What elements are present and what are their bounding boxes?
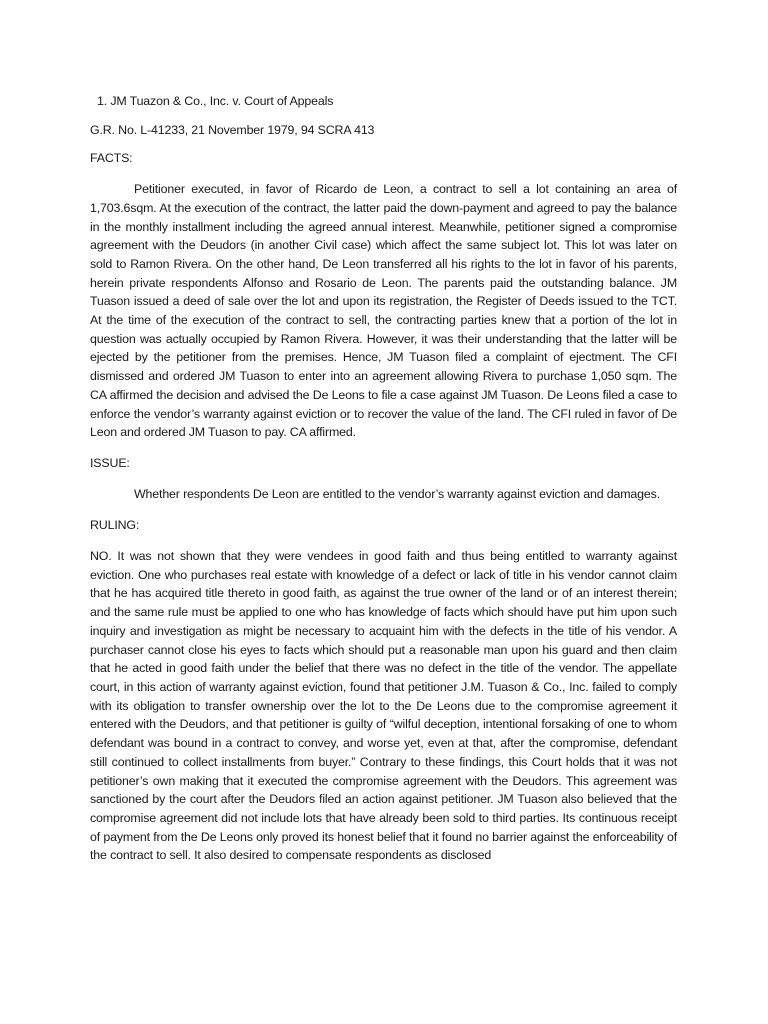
case-citation: G.R. No. L-41233, 21 November 1979, 94 SCRA 413	[90, 122, 375, 137]
facts-paragraph: Petitioner executed, in favor of Ricardo de Leon, a contract to sell a lot containing an area of 1,703.6sqm. At the execution of the contract, the latter paid the down-payment and agreed to pay the balance in the monthly installment including the agreed annual interest. Meanwhile, petitioner signed a compromise agreement with the Deudors (in another Civil case) which affect the same subject lot. This lot was later on sold to Ramon Rivera. On the other hand, De Leon transferred all his rights to the lot in favor of his parents, herein private respondents Alfonso and Rosario de Leon. The parents paid the outstanding balance. JM Tuason issued a deed of sale over the lot and upon its registration, the Register of Deeds issued to the TCT. At the time of the execution of the contract to sell, the contracting parties knew that a portion of the lot in question was actually occupied by Ramon Rivera. However, it was their understanding that the latter will be ejected by the petitioner from the premises. Hence, JM Tuason filed a complaint of ejectment. The CFI dismissed and ordered JM Tuason to enter into an agreement allowing Rivera to purchase 1,050 sqm. The CA affirmed the decision and advised the De Leons to file a case against JM Tuason. De Leons filed a case to enforce the vendor’s warranty against eviction or to recover the value of the land. The CFI ruled in favor of De Leon and ordered JM Tuason to pay. CA affirmed.	[90, 182, 677, 440]
ruling-paragraph: NO. It was not shown that they were vendees in good faith and thus being entitled to warranty against eviction. One who purchases real estate with knowledge of a defect or lack of title in his vendor cannot claim that he has acquired title thereto in good faith, as against the true owner of the land or of an interest therein; and the same rule must be applied to one who has knowledge of facts which should have put him upon such inquiry and investigation as might be necessary to acquaint him with the defects in the title of his vendor. A purchaser cannot close his eyes to facts which should put a reasonable man upon his guard and then claim that he acted in good faith under the belief that there was no defect in the title of the vendor. The appellate court, in this action of warranty against eviction, found that petitioner J.M. Tuason & Co., Inc. failed to comply with its obligation to transfer ownership over the lot to the De Leons due to the compromise agreement it entered with the Deudors, and that petitioner is guilty of “wilful deception, intentional forsaking of one to whom defendant was bound in a contract to convey, and worse yet, even at that, after the compromise, defendant still continued to collect installments from buyer.” Contrary to these findings, this Court holds that it was not petitioner’s own making that it executed the compromise agreement with the Deudors. This agreement was sanctioned by the court after the Deudors filed an action against petitioner. JM Tuason also believed that the compromise agreement did not include lots that have already been sold to third parties. Its continuous receipt of payment from the De Leons only proved its honest belief that it found no barrier against the enforceability of the contract to sell. It also desired to compensate respondents as disclosed	[90, 549, 677, 863]
facts-heading: FACTS:	[90, 151, 133, 166]
ruling-heading: RULING:	[90, 518, 140, 533]
case-title: 1. JM Tuazon & Co., Inc. v. Court of Appeals	[97, 94, 334, 108]
issue-paragraph: Whether respondents De Leon are entitled to the vendor’s warranty against eviction and damages.	[134, 486, 660, 501]
case-digest	[90, 92, 677, 865]
issue-heading: ISSUE:	[90, 455, 130, 470]
